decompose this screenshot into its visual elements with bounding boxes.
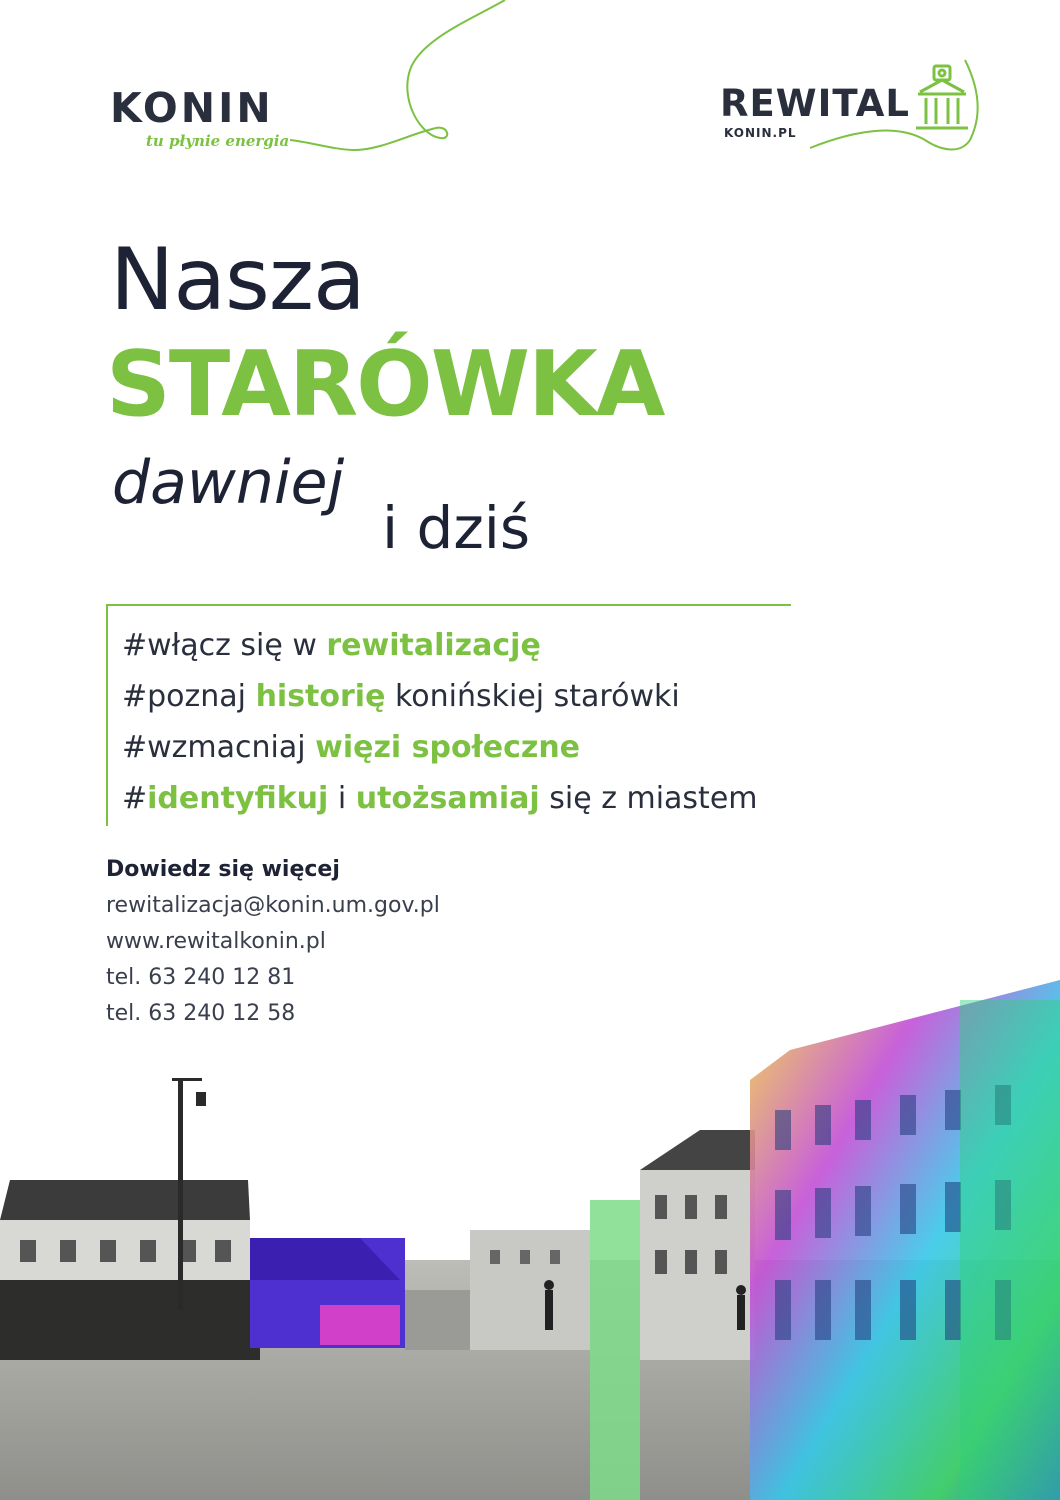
title-line-i-dzis: i dziś	[382, 494, 531, 562]
old-town-photo	[0, 960, 1060, 1500]
hashtag-list	[122, 620, 758, 824]
hashtag-line: #wzmacniaj więzi społeczne	[122, 730, 581, 765]
hashtag-frame-left	[106, 604, 108, 826]
contact-heading: Dowiedz się więcej	[106, 857, 340, 882]
hashtag-frame-top	[107, 604, 791, 606]
contact-phone[interactable]: tel. 63 240 12 81	[106, 965, 296, 990]
hashtag-line: #włącz się w rewitalizację	[122, 628, 541, 663]
contact-website[interactable]: www.rewitalkonin.pl	[106, 929, 326, 954]
konin-logo-word: KONIN	[110, 84, 274, 132]
rewital-logo-sub: KONIN.PL	[724, 126, 797, 140]
contact-email[interactable]: rewitalizacja@konin.um.gov.pl	[106, 893, 440, 918]
title-line-dawniej: dawniej	[112, 448, 345, 518]
konin-logo	[110, 80, 450, 170]
konin-logo-tagline: tu płynie energia	[146, 132, 290, 150]
contact-phone[interactable]: tel. 63 240 12 58	[106, 1001, 296, 1026]
hashtag-line: #poznaj historię konińskiej starówki	[122, 679, 680, 714]
rewital-logo-word: REWITAL	[720, 82, 910, 125]
title-line-nasza: Nasza	[110, 230, 365, 330]
title-line-starowka: STARÓWKA	[106, 332, 664, 437]
hashtag-line: #identyfikuj i utożsamiaj się z miastem	[122, 781, 758, 816]
town-hall-icon	[912, 62, 982, 142]
rewital-logo	[720, 60, 990, 160]
